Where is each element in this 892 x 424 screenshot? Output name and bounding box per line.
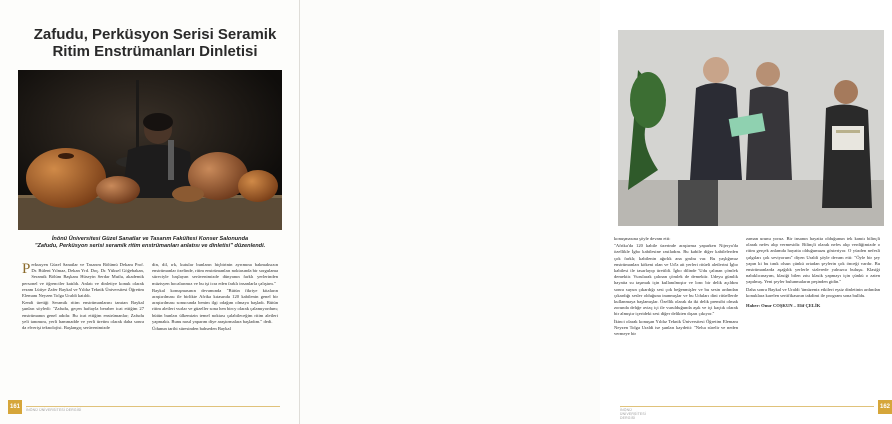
- performer-photo-illustration: [18, 70, 282, 230]
- footer-label-left: İNÖNÜ ÜNİVERSİTESİ DERGİSİ: [26, 408, 82, 412]
- footer-rule: [620, 406, 874, 407]
- paragraph: [22, 262, 144, 299]
- ceremony-photo-illustration: [618, 30, 884, 226]
- paragraph: Üdunun tarihi süresinden bahseden Baykal: [152, 326, 231, 332]
- paragraph-text: erkusyen Güzel Sanatlar ve Tasarım Bölümü Dekanı Prof. Dr. Bülent Yılmaz, Dekan Yrd. Doç. Dr. Yüksel Göğebakan, Seramik Bölüm Başkanı Hüseyin Serdar Mutlu, akademik personel ve öğrenciler katıldı. Anlatı ve dinletiye konuk olarak rezam Lütiye Zafer Baykal ve Yıldız Teknik Üniversitesi Öğretim Elemanı Neyzen Tolga Uraldi katıldı.: [22, 262, 144, 299]
- text-column-2: [152, 262, 278, 390]
- paragraph: İkinci olarak konuşan Yıldız Teknik Üniversitesi Öğretim Elemanı Neyzen Tolga Uraldi ise şunları kaydetti: "Neluı sürelir ve neden vermeye bir: [614, 318, 738, 337]
- text-column-1: [22, 262, 144, 390]
- paragraph: Kendi üretiği Seramik ritim enstrümanlarını tanıtan Baykal şunları söyledi: "Zafudu, geçen haftayla beraber icat ettiğim 27 enstrümanın genel adıdır. Bu icat ettiğim enstrümanlar; Zafudu yeli tanımını, yerli hammadde ve yerli üretim olarak daha sonra da elverişi teknolojisi. Başlangıç serüvenimizde: [22, 300, 144, 331]
- paragraph: konuşmasına şöyle devam etti:: [614, 236, 671, 241]
- paragraph: "Afrika'da 120 kabile üzerinde araştırma yaparken Nijerya'da özellikle İgbo kabilesine rastladım. Bu kabile diğer kabilelerden çok farklı; kabilenin ağırlık ana grubu var. Bu yaşlığımız enstrümanları kökeni olan ve Ud'a ait yerleri ritüeli aletlerini İgbo kabilesi ile tasarlayıp üretildi. İgbo dilinde 'Udu çalınan çömlek demektir. Vurularak çalınan çömlek de demektir. Udeyu gümlik hayatta su taşımak için kullanılmıştır ve lonc bir delik açıldım sonra suyun çıkardığı sesi çok beğenmişler ve bu sesin ardından çıkardığı sesler olduğuna inanmışlar ve bu Uduları dini ritüellerde kullanmaya başlamışlar. Özellik olarak da iki delik prensibi olmak zorunda delığe aviaç içi ile vurulduğunda aşık ve içi kaçtık olarak bir almıştır içerideki sesi diğer delikten dışarı çıkıyor.": [614, 243, 738, 317]
- right-page: [300, 0, 890, 424]
- article-title: Zafudu, Perküsyon Serisi Seramik Ritim Enstrümanları Dinletisi: [33, 26, 277, 60]
- left-page: [0, 0, 300, 424]
- page-number-right: 162: [878, 400, 892, 414]
- drop-cap: P: [22, 261, 31, 277]
- text-column-3: [614, 236, 738, 390]
- footer-label-right: İNÖNÜ ÜNİVERSİTESİ DERGİSİ: [620, 408, 646, 420]
- page-number-left: 161: [8, 400, 22, 414]
- paragraph: Baykal konuşmasının devamında "Bütün fikriye kitaların araştırılması ile birlikte Afrika kıtasında 120 kabilenin genel bir araştırılması sonucunda benim ilgi odağım olmaya başladı. Bütün ritim aletleri vurlar ve güzeller sona hen bircy olarak çalamıyordum; bütün bunları ülkemizin temel noktası çalabileceğim ritim aletleri yapmaktı. Bunu nasıl yaparım diye araştırmalara başladım." dedi.: [152, 287, 278, 324]
- paragraph: Daha sonra Baykal ve Uraldi 'ümüzeniz etkileri eşsiz dinletinin ardından konuklara karelen sertifikasının takdimi ile program sona bulldu.: [746, 286, 880, 298]
- text-column-4: [746, 236, 880, 390]
- caption-line-2: "Zafudu, Perküsyon serisi seramik ritim enstrümanları anlatısı ve dinletisi" düzenlendi.: [34, 243, 266, 249]
- byline: Haber: Onur COŞKUN – Elif ÇELİK: [746, 303, 821, 309]
- caption-line-1: İnönü Üniversitesi Güzel Sanatlar ve Tasarım Fakültesi Konser Salonunda: [51, 236, 249, 242]
- paragraph: din, dil, ırk, kutular bunların hiçbirinin ayrımına bakmaksızın enstrümanlar özelinde, ritim enstrümanları noktasında bir sorgulama süreciyle başlayan serüvenimizde dünyanın farklı yerlerinden müzisyen hocalarımız ve bu işi icra eden farklı insanlarla çalıştım.": [152, 262, 278, 286]
- paragraph: zaman urunu yoruz. Bir insanın hayatta olduğunun tek kanıtı bilinçli olarak nefes alıp vermesidir. Bilinçli olarak nefes alıp verdiğimizde o ritim gerçek anlamda hayatta olduğumuzu gösteriyor. O yüzden nefesli çalgıları çok seviyorum" diyen Uraldi şöyle devam etti: "Öyle bir şey yapın ki bu tınık olsun çünkü ortadan şeylerin çok önceği vardır. Bu enstrümanlarda aşağılık yerlerle sizlerede yalnızca buluşu. Klasiği nabıklıcınayım, klasiği bilen zıtu klasik yapmayı için çünkü o zaten yapılmış. Yeni şeyler bulunmaların peşinden gidin.": [746, 236, 880, 285]
- footer-rule: [26, 406, 280, 407]
- photo-caption: [22, 236, 278, 250]
- performer-with-ceramic-drums-photo: [18, 70, 282, 230]
- certificate-presentation-photo: [618, 30, 884, 226]
